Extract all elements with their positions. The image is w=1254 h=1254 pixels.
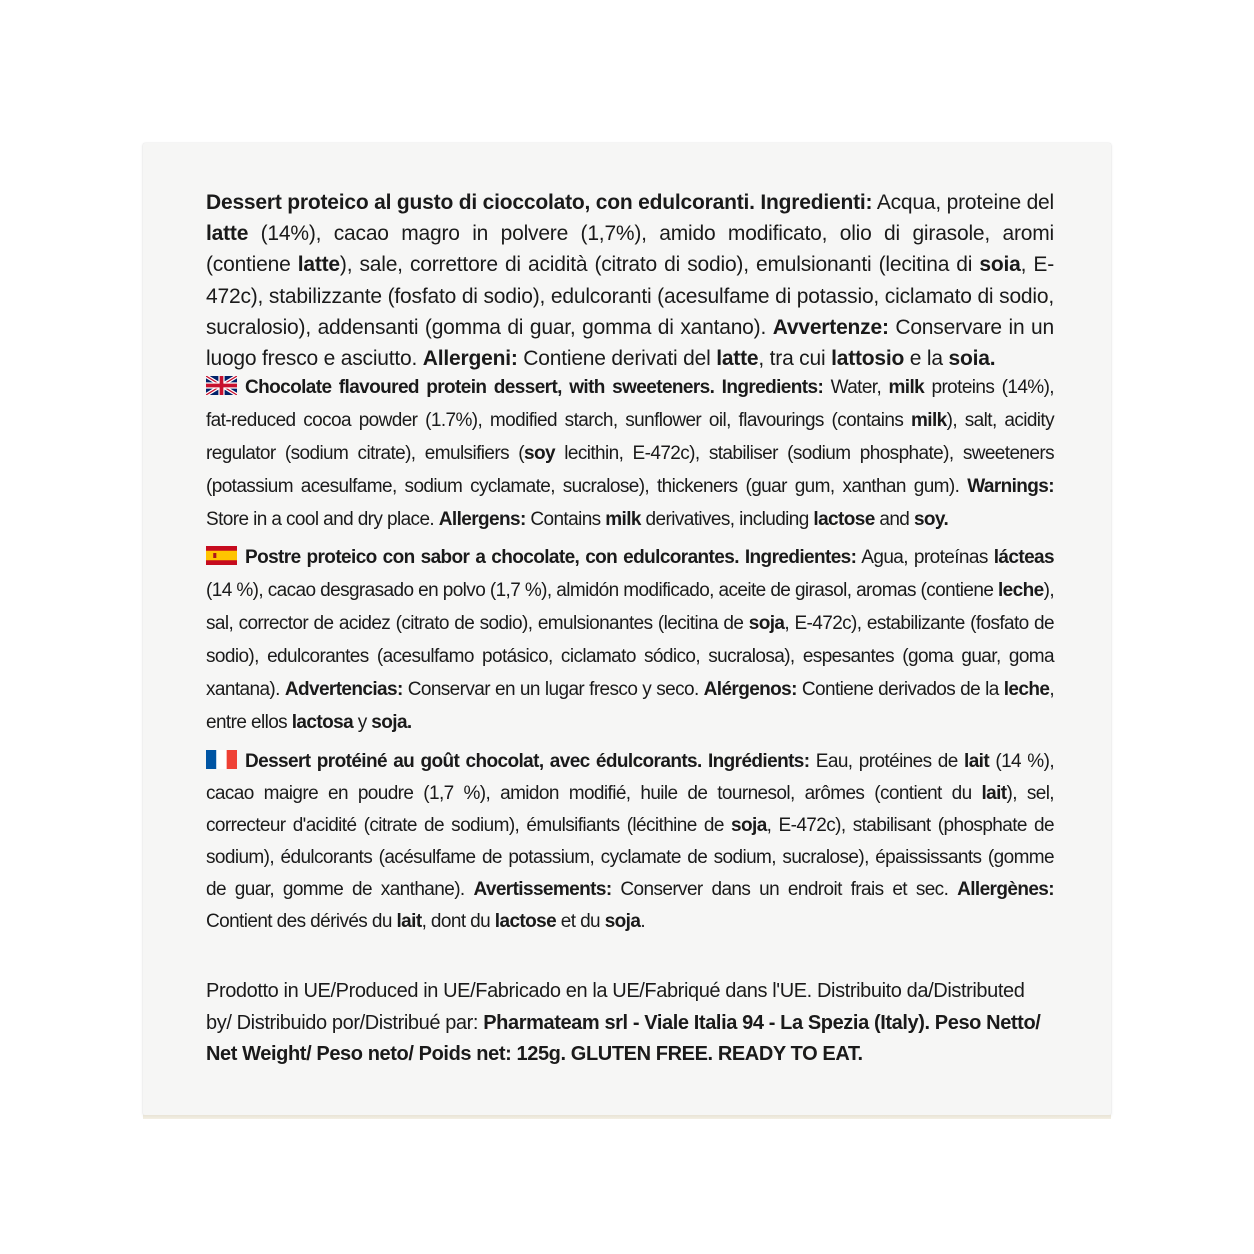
spanish-text-run: , entre ellos <box>206 679 1055 733</box>
footer-text-run: Prodotto in UE/Produced in UE/Fabricado en la UE/Fabriqué dans l'UE. Distribuito da/Distributed by/ Distribuido por/Distribué par: <box>206 980 1025 1034</box>
french-text-run: Conserver dans un endroit frais et sec. <box>611 879 958 900</box>
spanish-label-text <box>206 541 1054 739</box>
english-text-run: Water, <box>823 377 889 398</box>
italian-text-run: (14%), cacao magro in polvere (1,7%), amido modificato, olio di girasole, aromi (contiene <box>206 222 1054 277</box>
italian-text-run: Dessert proteico al gusto di cioccolato, con edulcoranti. Ingredienti: <box>206 191 873 214</box>
italian-text-run: Allergeni: <box>422 347 518 371</box>
italian-text-run: ), sale, correttore di acidità (citrato di sodio), emulsionanti (lecitina di <box>339 253 980 277</box>
english-text-run: soy <box>524 443 555 464</box>
italian-text-run: , E-472c), stabilizzante (fosfato di sodio), edulcoranti (acesulfame di potassio, ciclamato di sodio, sucralosio), addensanti (gomma di guar, gomma di xantano). <box>206 253 1054 339</box>
italian-text-run: soia. <box>948 347 996 371</box>
spanish-text-run: Alérgenos: <box>703 679 797 700</box>
english-text-run: soy. <box>913 509 949 530</box>
italian-text-run: soia <box>979 253 1021 277</box>
spanish-text-run: , E-472c), estabilizante (fosfato de sodio), edulcorantes (acesulfamo potásico, ciclamato sódico, sucralosa), espesantes (goma guar, goma xantana). <box>206 613 1054 700</box>
english-runs <box>206 377 1054 530</box>
english-text-run: milk <box>605 509 641 530</box>
spanish-text-run: leche <box>998 580 1044 601</box>
package-back-panel <box>143 143 1111 1115</box>
english-text-run: lactose <box>813 509 875 530</box>
english-text-run: Contains <box>525 509 606 530</box>
spanish-runs <box>206 547 1054 733</box>
french-label-text <box>206 746 1054 938</box>
spanish-text-run: soja. <box>371 712 412 733</box>
italian-text-run: lattosio <box>831 347 905 371</box>
spanish-text-run: soja <box>748 613 785 634</box>
english-text-run: milk <box>888 377 925 398</box>
english-text-run: proteins (14%), fat-reduced cocoa powder (1.7%), modified starch, sunflower oil, flavourings (contains <box>206 377 1054 431</box>
french-text-run: Dessert protéiné au goût chocolat, avec édulcorants. Ingrédients: <box>245 751 810 772</box>
french-text-run: soja <box>604 911 641 932</box>
italian-text-run: Contiene derivati del <box>517 347 717 371</box>
english-text-run: milk <box>911 410 947 431</box>
french-text-run: Allergènes: <box>957 879 1054 900</box>
french-runs <box>206 751 1054 932</box>
spanish-text-run: lácteas <box>993 547 1054 568</box>
english-text-run: Allergens: <box>438 509 526 530</box>
french-text-run: . <box>640 911 646 932</box>
english-text-run: ), salt, acidity regulator (sodium citrate), emulsifiers ( <box>206 410 1055 464</box>
french-text-run: ), sel, correcteur d'acidité (citrate de sodium), émulsifiants (lécithine de <box>206 783 1054 836</box>
producer-info-text <box>206 976 1054 1071</box>
italian-text-run: latte <box>206 222 249 246</box>
french-text-run: et du <box>556 911 605 932</box>
english-label-text <box>206 371 1054 536</box>
italian-text-run: latte <box>716 347 759 371</box>
italian-text-run: latte <box>297 253 340 277</box>
english-text-run: and <box>874 509 914 530</box>
english-text-run: derivatives, including <box>640 509 814 530</box>
french-text-run: lait <box>964 751 990 772</box>
france-flag-icon <box>206 750 237 769</box>
french-text-run: lactose <box>494 911 557 932</box>
french-text-run: Avertissements: <box>473 879 612 900</box>
english-text-run: Chocolate flavoured protein dessert, with sweeteners. Ingredients: <box>245 377 824 398</box>
english-text-run: Store in a cool and dry place. <box>206 509 439 530</box>
spanish-text-run: Conservar en un lugar fresco y seco. <box>402 679 704 700</box>
french-text-run: soja <box>731 815 767 836</box>
french-text-run: Eau, protéines de <box>809 751 965 772</box>
spain-flag-icon <box>206 546 237 565</box>
spanish-text-run: leche <box>1003 679 1050 700</box>
english-text-run: lecithin, E-472c), stabiliser (sodium phosphate), sweeteners (potassium acesulfame, sodium cyclamate, sucralose), thickeners (guar gum, xanthan gum). <box>206 443 1054 497</box>
spanish-text-run: ), sal, corrector de acidez (citrato de sodio), emulsionantes (lecitina de <box>206 580 1054 634</box>
italian-text-run: e la <box>904 347 949 371</box>
french-text-run: , E-472c), stabilisant (phosphate de sodium), édulcorants (acésulfame de potassium, cyclamate de sodium, sucralose), épaississants (gomme de guar, gomme de xanthane). <box>206 815 1054 900</box>
french-text-run: Contient des dérivés du <box>206 911 397 932</box>
french-text-run: lait <box>396 911 422 932</box>
spanish-text-run: Contiene derivados de la <box>796 679 1004 700</box>
italian-text-run: , tra cui <box>758 347 832 371</box>
french-text-run: , dont du <box>421 911 495 932</box>
spanish-text-run: y <box>353 712 372 733</box>
english-text-run: Warnings: <box>967 476 1054 497</box>
spanish-text-run: Advertencias: <box>284 679 403 700</box>
spanish-text-run: Postre proteico con sabor a chocolate, con edulcorantes. Ingredientes: <box>245 547 857 568</box>
uk-flag-icon <box>206 376 237 395</box>
french-text-run: lait <box>981 783 1007 804</box>
footer-text-run: Pharmateam srl - Viale Italia 94 - La Spezia (Italy). Peso Netto/ Net Weight/ Peso neto/ Poids net: 125g. GLUTEN FREE. READY TO EAT. <box>206 1011 1041 1065</box>
italian-text-run: Acqua, proteine del <box>872 191 1055 214</box>
spanish-text-run: lactosa <box>291 712 354 733</box>
french-text-run: (14 %), cacao maigre en poudre (1,7 %), amidon modifié, huile de tournesol, arômes (contient du <box>206 751 1054 804</box>
italian-text-run: Conservare in un luogo fresco e asciutto. <box>206 315 1055 371</box>
italian-text-run: Avvertenze: <box>772 315 889 339</box>
italian-label-text <box>206 187 1054 374</box>
spanish-text-run: Agua, proteínas <box>856 547 994 568</box>
spanish-text-run: (14 %), cacao desgrasado en polvo (1,7 %), almidón modificado, aceite de girasol, aromas (contiene <box>206 580 998 601</box>
